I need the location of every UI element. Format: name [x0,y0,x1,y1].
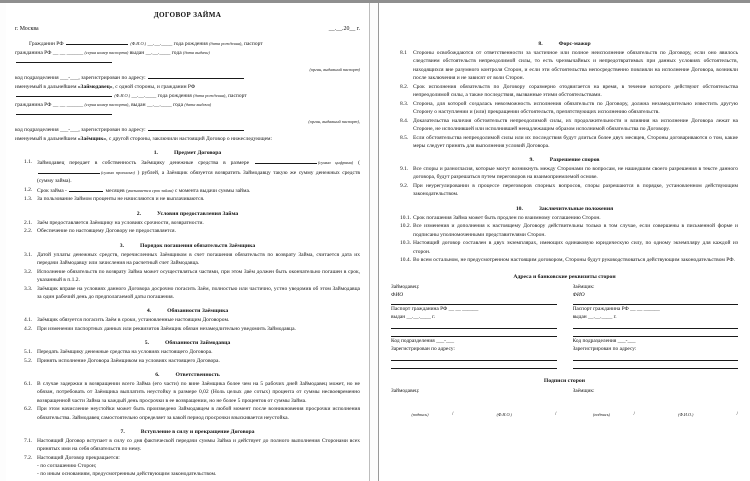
borrower-sign-caption: (подпись) [593,412,610,418]
clause-text: Доказательства наличия обстоятельств непреодолимой силы, их продолжительности и влияния на исполнение Договора лежат на Стороне, не исполнившей или исполнившей ненадлежащим образом исполнимой обязательства по Договору. [413,117,738,132]
borrower-dept-label: Код подразделения [572,337,617,344]
clause-number: 4.2. [24,325,33,332]
clause-8-5 [391,134,738,151]
clause-number: 3.3. [24,285,33,292]
borrower-address-label: Зарегистрирован по адресу: [572,346,637,353]
borrower-fio-caption2: (Ф.И.О.) [678,412,694,418]
amount-words-caption: (сумма прописью) [101,169,135,175]
document-page-2 [378,3,750,481]
signature-borrower-row [573,411,739,418]
clause-number: 4.1. [24,317,33,324]
section-number-6: 6. [155,372,160,379]
clause-text: Исполнение обязательств по возврату Займа может осуществляться частями, при этом Заём должен быть окончательно погашен в срок, указанный в п.1.2. [37,268,360,283]
preamble-year2-word: года [173,101,184,108]
preamble-dept-blank: ___-___, [59,75,80,82]
preamble-issued2-blank: __.__.____ [146,101,172,108]
preamble-second-party-label: , с одной стороны, и гражданин РФ [112,83,196,90]
term-blank [69,186,103,192]
clause-number: 3.1. [24,251,33,258]
preamble-line-8 [15,135,360,144]
clause-text: Все споры и разногласия, которые могут возникнуть между Сторонами по вопросам, не нашедшим своего разрешения в тексте данного договора, будут разрешаться путем переговоров на взаимоприемлемой основе. [413,166,738,181]
clause-8-2 [391,83,738,100]
amount-words-blank [38,168,100,174]
clause-9-2 [391,182,738,199]
clause-3-3 [15,285,360,302]
preamble-line-3 [15,73,360,83]
section-number-5: 5. [144,340,149,347]
preamble-line-7 [15,125,360,135]
clause-number: 9.2. [400,183,409,189]
preamble-fio2-caption: (Ф.И.О.) [114,93,131,99]
clause-number: 8.2. [400,83,409,90]
clause-subitem-2: - по иным основаниям, предусмотренным действующим законодательством. [37,471,217,478]
clause-text: Принять исполнение Договора Заёмщиком на условиях настоящего Договора. [37,357,220,364]
lender-sign-field[interactable] [391,412,449,418]
section-number-8: 8. [538,41,543,47]
preamble-birth2-caption: (дата рождения) [193,93,226,99]
clause-5-2 [15,357,360,365]
preamble-birth-caption: (дата рождения) [209,41,242,46]
clause-7-2 [15,454,360,479]
clause-number: 5.2. [24,357,33,364]
preamble-birth-label: года рождения [173,41,208,47]
preamble-birth2-blank: __.__.____ [131,93,157,100]
section-title-6: Ответственность [175,372,220,379]
clause-10-4 [391,256,738,264]
clause-1-2 [15,186,360,195]
signature-borrower [573,387,739,418]
preamble-issued2-label: , выдан [128,101,146,108]
clause-text: Датой уплаты денежных средств, перечисленных Заёмщиком в счет погашения обязательств по возврату Займа, считается дата их передачи Займодавцу или зачисления на расчетный счет Займодавца. [37,251,360,266]
clause-2-2 [15,227,360,235]
borrower-issued-line [573,313,739,321]
preamble-organ2-caption: (орган, выдавший паспорт), [308,118,360,124]
clause-number: 10.1. [400,214,411,221]
clause-number: 5.1. [24,349,33,356]
preamble-line-2b [15,57,360,73]
lender-passport-label: Паспорт гражданина РФ [391,305,448,312]
borrower-passport-blank: __ __ ______ [630,305,660,312]
section-heading-7 [15,429,360,435]
borrower-organ-rule-2 [573,329,739,337]
clause-number: 1.2. [24,186,33,193]
clause-text [37,158,360,185]
preamble-birth-blank: __.__.____ [147,41,173,47]
lender-issued-blank: __.__.____ г. [406,313,436,320]
requisites-heading: Адреса и банковские реквизиты сторон [513,273,616,280]
preamble-issued2-caption: (дата выдачи) [184,101,212,107]
section-heading-8 [391,41,738,47]
preamble-line-6b [15,109,360,125]
clause-number: 9.1. [400,166,409,172]
signature-borrower-role: Заёмщик: [572,388,595,395]
preamble-address2-label: зарегистрирован по адресу: [81,127,146,134]
clause-text-e: ) рублей, а Заёмщик обязуется возвратить Займодавцу такую же сумму денежных средств (сумму займа). [37,169,361,184]
borrower-issued-blank: __.__.____ г. [588,313,617,320]
borrower-dept-line [573,337,739,345]
lender-dept-line [391,337,557,345]
section-title-8: Форс-мажор [558,41,591,47]
clause-2-1 [15,219,360,227]
preamble-dept2-blank: ___-___, [59,127,80,134]
clause-number: 1.3. [24,196,33,203]
lender-slash-2: / [555,411,557,418]
city-label: г. Москва [15,26,39,32]
clause-subitem-1: - по соглашению Сторон; [37,463,97,470]
preamble-passport2-caption: (серия номер паспорта) [84,101,129,107]
clause-number: 8.3. [400,100,409,107]
preamble-passport-caption: (серия номер паспорта) [84,49,129,55]
clause-text-a: Займодавец передает в собственность Заёмщику денежные средства в размере [37,160,250,167]
preamble-borrower-term: «Заёмщик» [77,135,107,142]
section-title-9: Разрешение споров [549,157,600,163]
preamble-named-label: именуемый в дальнейшем [15,83,77,90]
clause-7-1 [15,437,360,454]
borrower-dept-blank: ___-___ [617,337,636,344]
clause-number: 3.2. [24,268,33,275]
section-title-10: Заключительные положения [538,205,614,212]
lender-address-rule-2 [391,361,557,369]
lender-dept-blank: ___-___ [436,337,455,344]
clause-text: Все изменения и дополнения к настоящему Договору действительны только в том случае, если совершены в письменной форме и подписаны уполномоченными представителями Сторон. [413,223,738,238]
requisites-borrower [573,283,739,370]
preamble-year-word: года [171,49,182,56]
section-number-2: 2. [136,210,142,217]
page-title: ДОГОВОР ЗАЙМА [153,11,222,19]
section-heading-3 [15,243,360,249]
clause-8-4 [391,117,738,134]
lender-sign-caption: (подпись) [411,412,429,418]
preamble-closing-label: , с другой стороны, заключили настоящий Договор о нижеследующем: [106,135,273,142]
lender-passport-line [391,305,557,313]
lender-address-label: Зарегистрирован по адресу: [391,346,455,353]
borrower-slash-2: / [736,411,738,418]
clause-text: Передать Заёмщику денежные средства на условиях настоящего Договора. [37,349,213,356]
clause-text-b: месяцев [105,187,125,194]
preamble-passport-label: гражданина РФ [15,49,52,56]
clause-text: В случае задержки в возвращении всего Займа (его части) по вине Заёмщика более чем на 5 рабочих дней Займодавец может, но не обязан, потребовать от Заёмщика выплатить неустойку в размере 0,02 (Ноль целых две сотых) процента от суммы несвоевременно возвращенной части Займа за каждый день просрочки в ее возвращении, но не более 5 процентов от суммы Займа. [37,381,360,404]
clause-text-c: ( [358,160,360,167]
lender-passport-blank: __ __ ______ [448,305,479,312]
clause-1-3 [15,195,360,203]
section-number-7: 7. [120,428,125,435]
section-number-10: 10. [515,205,523,212]
clause-number: 2.1. [24,219,33,226]
clause-10-1 [391,214,738,222]
lender-organ-rule-2 [391,329,557,337]
clause-number: 7.2. [24,454,33,461]
date-blank: __.__.20__ г. [328,26,360,32]
preamble-dept2-label: код подразделения [15,127,59,134]
section-title-5: Обязанности Займодавца [165,340,231,347]
clause-5-1 [15,348,360,356]
clause-text-a: Срок займа - [37,187,67,194]
lender-issued-line [391,313,557,321]
clause-text: Если обстоятельства непреодолимой силы или их последствия будут длиться более двух месяцев, Стороны договариваются о том, какие меры следует принять для выполнения условий Договора. [413,134,738,149]
lender-slash-1: / [452,411,454,418]
clause-number: 8.4. [400,117,409,124]
clause-text [37,186,360,195]
borrower-sign-field[interactable] [573,412,631,418]
lender-address-rule-1 [391,353,557,361]
section-number-1: 1. [153,150,158,157]
borrower-address-rule-2 [573,361,739,369]
preamble-named2-label: именуемый в дальнейшем [15,135,77,142]
preamble-passport2-blank: __ __ ______ [52,101,84,108]
borrower-issued-label: выдан [572,313,587,320]
section-heading-9 [391,157,738,163]
borrower-organ-rule-1 [573,321,739,329]
preamble-organ2-blank [16,109,112,115]
city-date-row [15,26,360,32]
clause-text: При этом начисление неустойки может быть произведено Займодавцем в любой момент после возникновения просрочки исполнения обязательства. Займодавец самостоятельно определяет за какой период просрочки взыскивается неустойка. [37,406,360,421]
preamble-passport2-label: гражданина РФ [15,101,52,108]
clause-text: Заёмщик обязуется погасить Заём в сроки, установленные настоящим Договором. [37,317,230,324]
clause-text: За пользование Займом проценты не начисляются и не выплачиваются. [37,196,205,203]
requisites-lender [391,283,557,370]
preamble-line-2 [15,49,360,58]
clause-number: 10.3. [400,240,411,247]
clause-number: 8.1 [400,50,407,56]
section-title-2: Условия предоставления Займа [157,210,239,217]
borrower-fio-label: ФИО [572,291,585,298]
lender-role-label: Займодавец: [391,283,420,290]
amount-digits-caption: (сумма цифрами) [317,160,354,166]
preamble-lender-term: «Займодавец» [77,83,113,90]
preamble-dept-label: код подразделения [15,75,59,82]
clause-8-1 [391,49,738,82]
lender-fio-caption2: (Ф.И.О.) [496,412,512,418]
clause-text-d: с момента выдачи суммы займа. [174,187,251,194]
section-heading-2 [15,211,360,217]
clause-text: Настоящий договор составлен в двух экземплярах, имеющих одинаковую юридическую силу, по одному экземпляру для каждой из сторон. [413,240,738,255]
signature-lender [391,387,557,418]
clause-text-a: Настоящий Договор прекращается: [37,454,120,461]
section-heading-4 [15,308,360,314]
borrower-role-label: Заёмщик: [572,283,595,290]
section-number-3: 3. [119,242,125,249]
clause-text: При неурегулировании в процессе переговоров спорных вопросов, споры разрешаются в порядке, установленном действующим законодательством. [413,183,738,198]
preamble-line-5 [15,91,360,101]
clause-number: 10.2. [400,223,411,230]
clause-10-3 [391,239,738,256]
clause-text: Стороны освобождаются от ответственности за частичное или полное неисполнение обязательств по Договору, если оно явилось следствием обстоятельств непреодолимой силы, то есть чрезвычайных и непредотвратимых при данных условиях обстоятельств, находящихся вне разумного контроля Сторон, и если эти обстоятельства непосредственно повлияли на исполнение Договора, возникли после заключения и не зависят от воли Сторон. [413,50,738,81]
clause-6-2 [15,405,360,422]
preamble-organ-caption: (орган, выдавший паспорт) [309,66,360,72]
signatures-heading: Подписи сторон [543,378,586,385]
clause-text: Заёмщик вправе на условиях данного Договора досрочно погасить Заём, полностью или частично, устно уведомив об этом Займодавца за один рабочий день до предполагаемой даты погашения. [37,285,360,300]
clause-number: 8.5. [400,134,409,141]
clause-text: Обеспечение по настоящему Договору не предоставляется. [37,228,176,235]
section-heading-1 [15,150,360,156]
section-heading-10 [391,206,738,212]
preamble-fio-caption: (Ф.И.О.) [130,41,147,46]
preamble-fio-blank [66,39,128,45]
clause-text: Срок погашения Займа может быть продлен по взаимному соглашению Сторон. [413,214,601,221]
preamble-passport2-word: , паспорт [225,93,247,100]
clause-text: Во всем остальном, не предусмотренном настоящим договором, Стороны будут руководствоваться действующим законодательством РФ. [413,257,735,264]
section-title-3: Порядок погашения обязательств Заёмщика [140,242,256,249]
clause-4-1 [15,316,360,324]
preamble-passport-blank: __ __ ______ [52,49,84,56]
preamble-organ-blank [16,57,112,63]
clause-text: Сторона, для которой создалась невозможность исполнения обязательств по Договору, должна незамедлительно известить другую Сторону о наступлении и (или) прекращении обстоятельств, препятствующих исполнению обязательств. [413,100,738,115]
clause-number: 6.1. [24,381,33,388]
clause-1-1 [15,158,360,185]
clause-3-2 [15,268,360,285]
section-heading-5 [15,340,360,346]
lender-issued-label: выдан [391,313,406,320]
signature-lender-role: Займодавец: [391,388,420,395]
lender-dept-label: Код подразделения [391,337,435,344]
clause-number: 10.4. [400,257,411,264]
preamble-line-6 [15,101,360,110]
clause-4-2 [15,325,360,333]
clause-number: 6.2. [24,406,33,413]
requisites-columns [391,283,738,370]
clause-number: 1.1. [24,159,33,166]
preamble-fio2-blank [16,91,112,97]
clause-number: 2.2. [24,228,33,235]
document-page-1 [6,3,370,481]
preamble-line-1 [15,39,360,49]
section-number-4: 4. [146,308,152,315]
clause-number: 7.1. [24,437,33,444]
clause-6-1 [15,380,360,405]
section-title-1: Предмет Договора [173,150,222,157]
borrower-passport-line [573,305,739,313]
preamble-citizen-label: Гражданин РФ [29,41,64,47]
section-title-4: Обязанности Заёмщика [167,308,229,315]
clause-text: Срок исполнения обязательств по Договору соразмерно отодвигается на время, в течение которого действуют обстоятельства непреодолимой силы, а также последствия, вызванные этими обстоятельствами. [413,83,738,98]
borrower-passport-label: Паспорт гражданина РФ [572,305,629,312]
preamble-address2-blank [148,125,244,131]
borrower-address-rule-1 [573,353,739,361]
clause-text: Настоящий Договор вступает в силу со дня фактической передачи суммы Займа и действует до полного выполнения Сторонами всех принятых ими на себя обязательств по нему. [37,437,360,453]
borrower-fio-field[interactable] [638,412,734,418]
section-title-7: Вступление в силу и прекращение Договора [140,428,255,435]
clause-text [37,454,360,479]
amount-digits-blank [255,158,317,164]
preamble-address-label: зарегистрирован по адресу: [81,75,146,82]
preamble-birth2-label: года рождения [157,93,192,100]
clause-text: Заём предоставляется Заёмщику на условиях срочности, возвратности. [37,219,204,226]
signatures-columns [391,387,738,418]
borrower-slash-1: / [633,411,635,418]
preamble-line-4 [15,83,360,92]
preamble-issued-blank: __.__.____ [145,49,171,56]
preamble-issued-caption: (дата выдачи) [183,49,210,55]
term-caption: (указывается срок займа) [126,187,174,193]
preamble-address-blank [148,73,244,79]
clause-8-3 [391,100,738,117]
clause-9-1 [391,165,738,182]
lender-fio-field[interactable] [457,412,553,418]
section-heading-6 [15,372,360,378]
clause-3-1 [15,251,360,268]
signature-lender-row [391,411,557,418]
clause-10-2 [391,222,738,239]
section-number-9: 9. [529,157,534,163]
preamble-passport-word: , паспорт [241,41,263,47]
clause-text: При изменении паспортных данных или реквизитов Заёмщик обязан незамедлительно уведомить Займодавца. [37,325,296,332]
lender-fio-label: ФИО [391,291,404,298]
preamble-issued-label: выдан [129,49,145,56]
lender-organ-rule-1 [391,321,557,329]
